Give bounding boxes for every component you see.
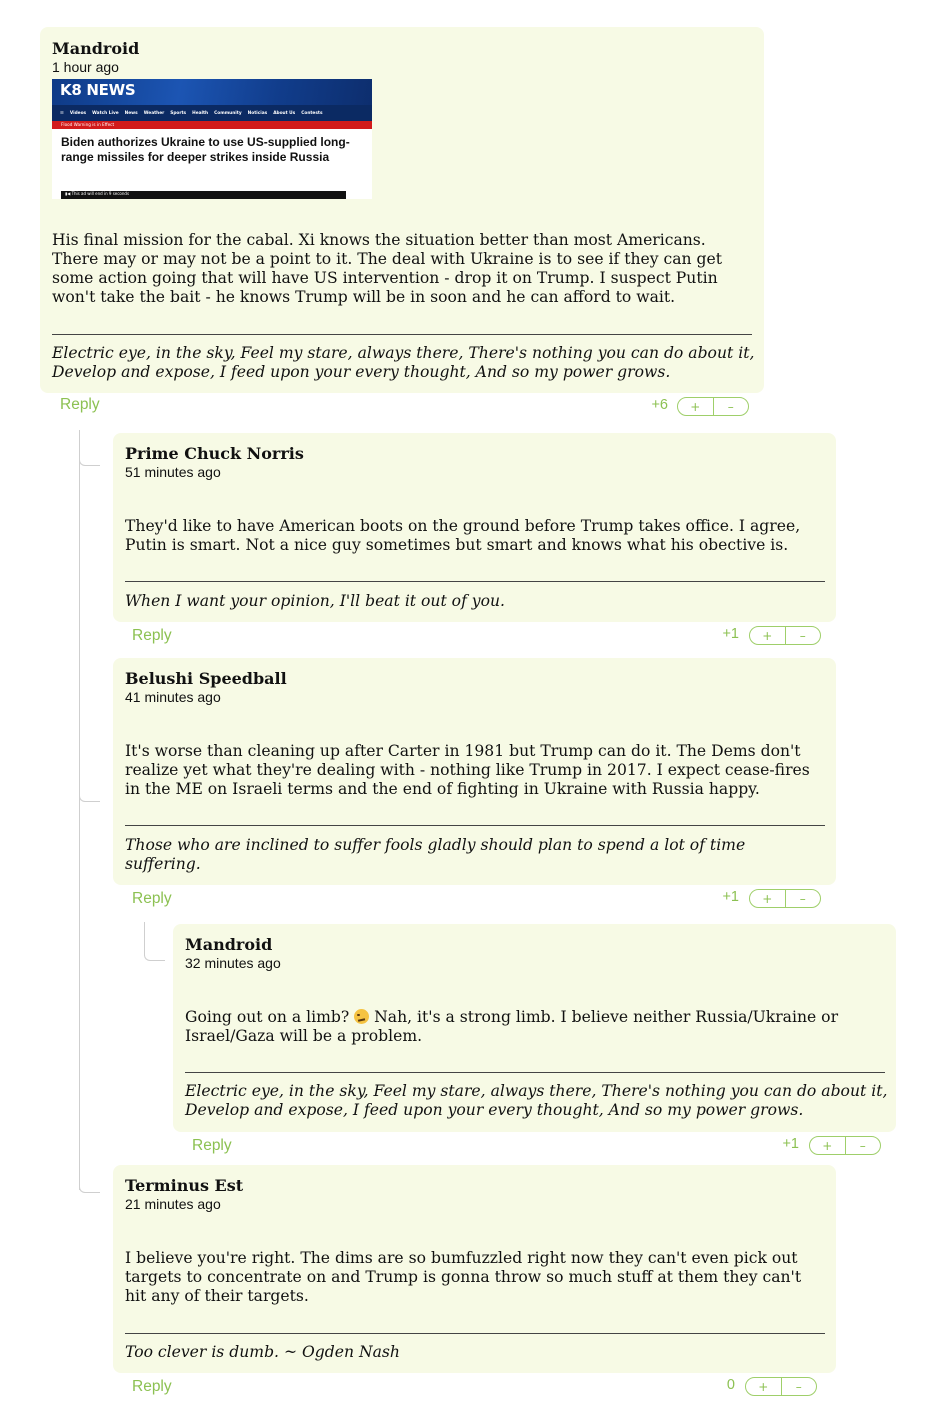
comment-signature: Too clever is dumb. ~ Ogden Nash <box>125 1343 400 1361</box>
comment-score: +1 <box>722 889 739 905</box>
comment-author[interactable]: Terminus Est <box>125 1176 244 1195</box>
comment-score: +6 <box>651 397 668 413</box>
news-header <box>52 79 372 105</box>
video-caption: This ad will end in 9 seconds <box>71 191 130 196</box>
news-logo: K8 NEWS <box>60 81 136 99</box>
news-nav-item: Sports <box>170 110 187 116</box>
comment-signature: When I want your opinion, I'll beat it out of you. <box>125 592 505 610</box>
news-nav-item: Health <box>192 110 209 116</box>
comment <box>113 1165 836 1373</box>
news-nav-item: Noticias <box>247 110 268 116</box>
upvote-button[interactable]: + <box>750 890 786 907</box>
comment <box>113 433 836 622</box>
comment-body-text: Nah, it's a strong limb. I believe neither Russia/Ukraine or Israel/Gaza will be a problem. <box>185 1008 839 1045</box>
link-preview-image[interactable] <box>52 79 372 199</box>
upvote-button[interactable]: + <box>678 398 714 415</box>
news-video-bar <box>61 191 346 199</box>
reply-button[interactable]: Reply <box>132 627 172 644</box>
thread-elbow <box>79 440 100 466</box>
comment-body: It's worse than cleaning up after Carter in 1981 but Trump can do it. The Dems don't realize yet what they're dealing with - nothing like Trump in 2017. I expect cease-fires in the ME on Israeli terms and the end of fighting in Ukraine with Russia happy. <box>125 742 810 798</box>
thread-line <box>79 430 80 1190</box>
reply-button[interactable]: Reply <box>132 1378 172 1395</box>
play-icon: ▮◀ <box>65 191 72 196</box>
comment-timestamp[interactable]: 21 minutes ago <box>125 1196 221 1212</box>
news-nav-item: Contests <box>301 110 323 116</box>
thinking-face-emoji-icon <box>354 1009 369 1024</box>
thread-elbow <box>79 775 100 802</box>
signature-divider <box>125 825 825 826</box>
comment-score: +1 <box>722 626 739 642</box>
vote-buttons <box>749 626 821 645</box>
reply-button[interactable]: Reply <box>132 890 172 907</box>
comment-score: +1 <box>782 1136 799 1152</box>
signature-divider <box>125 1333 825 1334</box>
comment-body: They'd like to have American boots on the ground before Trump takes office. I agree, Putin is smart. Not a nice guy sometimes but smart and knows what his obective is. <box>125 517 801 554</box>
comment <box>113 658 836 885</box>
downvote-button[interactable]: – <box>859 1138 866 1153</box>
comment-author[interactable]: Belushi Speedball <box>125 669 287 688</box>
comment-body: I believe you're right. The dims are so bumfuzzled right now they can't even pick out targets to concentrate on and Trump is gonna throw so much stuff at them they can't hit any of their targets. <box>125 1249 802 1305</box>
comment-body: His final mission for the cabal. Xi knows the situation better than most Americans. There may or may not be a point to it. The deal with Ukraine is to see if they can get some action going that will have US intervention - drop it on Trump. I suspect Putin won't take the bait - he knows Trump will be in soon and he can afford to wait. <box>52 231 723 306</box>
news-nav-item: About Us <box>273 110 296 116</box>
comment-signature: Those who are inclined to suffer fools gladly should plan to spend a lot of time suffering. <box>125 836 746 873</box>
comment-body <box>185 1008 885 1046</box>
downvote-button[interactable]: – <box>799 891 806 906</box>
comment-signature: Electric eye, in the sky, Feel my stare, always there, There's nothing you can do about it, Develop and expose, I feed upon your every thought, And so my power grows. <box>185 1082 888 1119</box>
news-nav-item: Videos <box>69 110 87 116</box>
downvote-button[interactable]: – <box>799 628 806 643</box>
comment <box>40 27 764 393</box>
reply-button[interactable]: Reply <box>192 1137 232 1154</box>
comment-author[interactable]: Prime Chuck Norris <box>125 444 304 463</box>
thread-elbow <box>144 922 165 961</box>
vote-buttons <box>809 1136 881 1155</box>
downvote-button[interactable]: – <box>795 1379 802 1394</box>
reply-button[interactable]: Reply <box>60 396 100 413</box>
comment-signature: Electric eye, in the sky, Feel my stare, always there, There's nothing you can do about it, Develop and expose, I feed upon your every thought, And so my power grows. <box>52 344 755 381</box>
signature-divider <box>185 1072 885 1073</box>
comment-author[interactable]: Mandroid <box>52 39 140 58</box>
comment-score: 0 <box>726 1377 735 1393</box>
vote-buttons <box>677 397 749 416</box>
news-nav-item: Watch Live <box>92 110 119 116</box>
vote-buttons <box>749 889 821 908</box>
comment-timestamp[interactable]: 1 hour ago <box>52 59 119 75</box>
comment-body-text: Going out on a limb? <box>185 1008 350 1026</box>
downvote-button[interactable]: – <box>727 399 734 414</box>
news-nav-item: Community <box>214 110 242 116</box>
news-alert-bar: Flood Warning is in Effect <box>52 121 372 129</box>
upvote-button[interactable]: + <box>810 1137 846 1154</box>
thread-elbow <box>79 1165 100 1193</box>
upvote-button[interactable]: + <box>750 627 786 644</box>
comment <box>173 924 896 1132</box>
comment-author[interactable]: Mandroid <box>185 935 273 954</box>
upvote-button[interactable]: + <box>746 1378 782 1395</box>
vote-buttons <box>745 1377 817 1396</box>
signature-divider <box>125 581 825 582</box>
news-nav-item: Weather <box>143 110 165 116</box>
news-nav <box>52 105 372 121</box>
menu-icon: ☰ <box>60 110 64 116</box>
comment-timestamp[interactable]: 41 minutes ago <box>125 689 221 705</box>
comment-timestamp[interactable]: 32 minutes ago <box>185 955 281 971</box>
news-nav-item: News <box>124 110 138 116</box>
comment-timestamp[interactable]: 51 minutes ago <box>125 464 221 480</box>
signature-divider <box>52 334 752 335</box>
news-headline: Biden authorizes Ukraine to use US-supplied long-range missiles for deeper strikes inside Russia <box>61 135 350 164</box>
